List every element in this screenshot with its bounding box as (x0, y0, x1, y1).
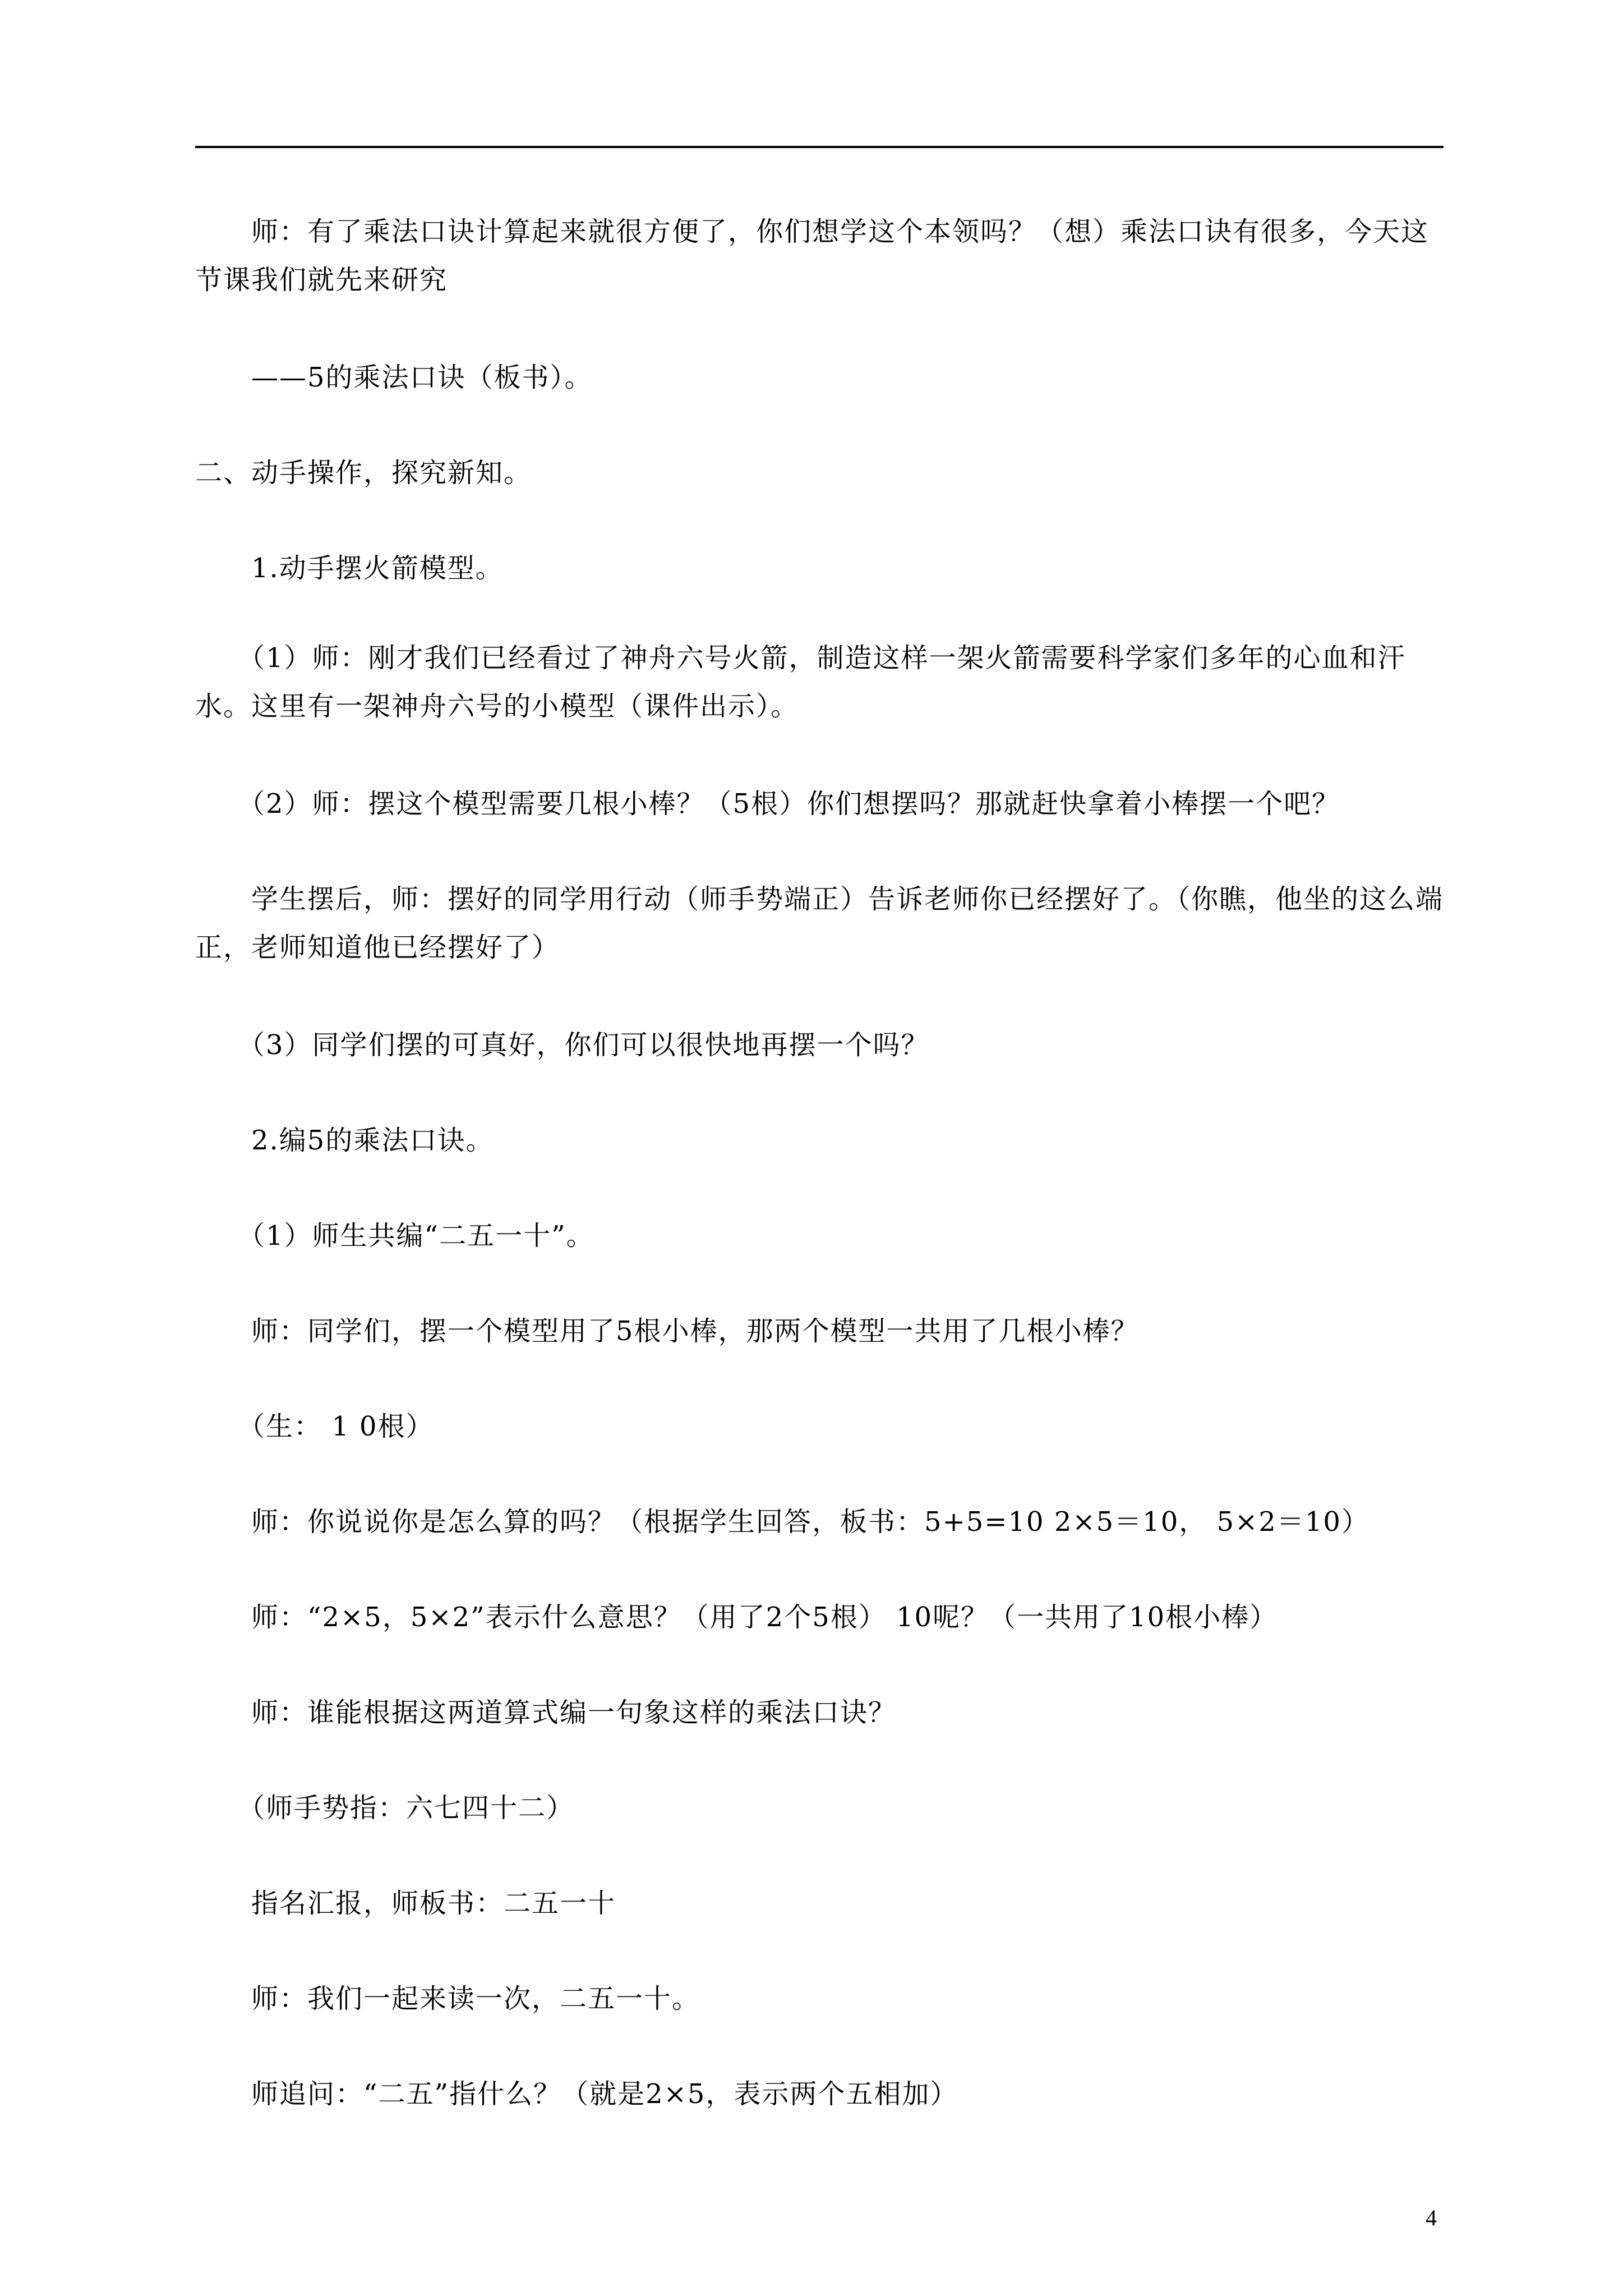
paragraph-question: 师：同学们，摆一个模型用了5根小棒，那两个模型一共用了几根小棒？ (195, 1315, 1139, 1347)
paragraph-answer: （生： 1 0根） (195, 1411, 434, 1442)
paragraph-student-action: 学生摆后，师：摆好的同学用行动（师手势端正）告诉老师你已经摆好了。（你瞧，他坐的这么端正，老师知道他已经摆好了） (195, 884, 1444, 963)
page-number: 4 (1426, 2205, 1437, 2230)
paragraph-gesture: （师手势指：六七四十二） (195, 1792, 575, 1824)
paragraph-meaning: 师：“2×5，5×2”表示什么意思？（用了2个5根） 10呢？（一共用了10根小棒） (195, 1602, 1278, 1633)
paragraph-report: 指名汇报，师板书：二五一十 (195, 1888, 616, 1919)
paragraph-step-1: （1）师：刚才我们已经看过了神舟六号火箭，制造这样一架火箭需要科学家们多年的心血和汗水。这里有一架神舟六号的小模型（课件出示）。 (195, 642, 1406, 722)
paragraph-read-together: 师：我们一起来读一次，二五一十。 (195, 1983, 700, 2014)
paragraph-step-3: （3）同学们摆的可真好，你们可以很快地再摆一个吗？ (195, 1029, 929, 1061)
subsection-heading: 2.编5的乘法口诀。 (195, 1125, 494, 1156)
paragraph-follow-up: 师追问：“二五”指什么？（就是2×5，表示两个五相加） (195, 2078, 958, 2110)
paragraph-step-2: （2）师：摆这个模型需要几根小棒？（5根）你们想摆吗？那就赶快拿着小棒摆一个吧？ (195, 788, 1340, 820)
header-rule (195, 146, 1444, 148)
paragraph-topic: ——5的乘法口诀（板书）。 (195, 362, 593, 393)
paragraph-co-compose: （1）师生共编“二五一十”。 (195, 1220, 594, 1251)
paragraph-compose-question: 师：谁能根据这两道算式编一句象这样的乘法口诀？ (195, 1697, 897, 1728)
paragraph-calculation: 师：你说说你是怎么算的吗？（根据学生回答，板书：5+5=10 2×5＝10， 5×2＝10） (195, 1506, 1370, 1538)
paragraph-intro: 师：有了乘法口诀计算起来就很方便了，你们想学这个本领吗？（想）乘法口诀有很多，今天这节课我们就先来研究 (195, 216, 1430, 296)
section-heading: 二、动手操作，探究新知。 (195, 457, 532, 489)
subsection-heading: 1.动手摆火箭模型。 (195, 553, 504, 584)
